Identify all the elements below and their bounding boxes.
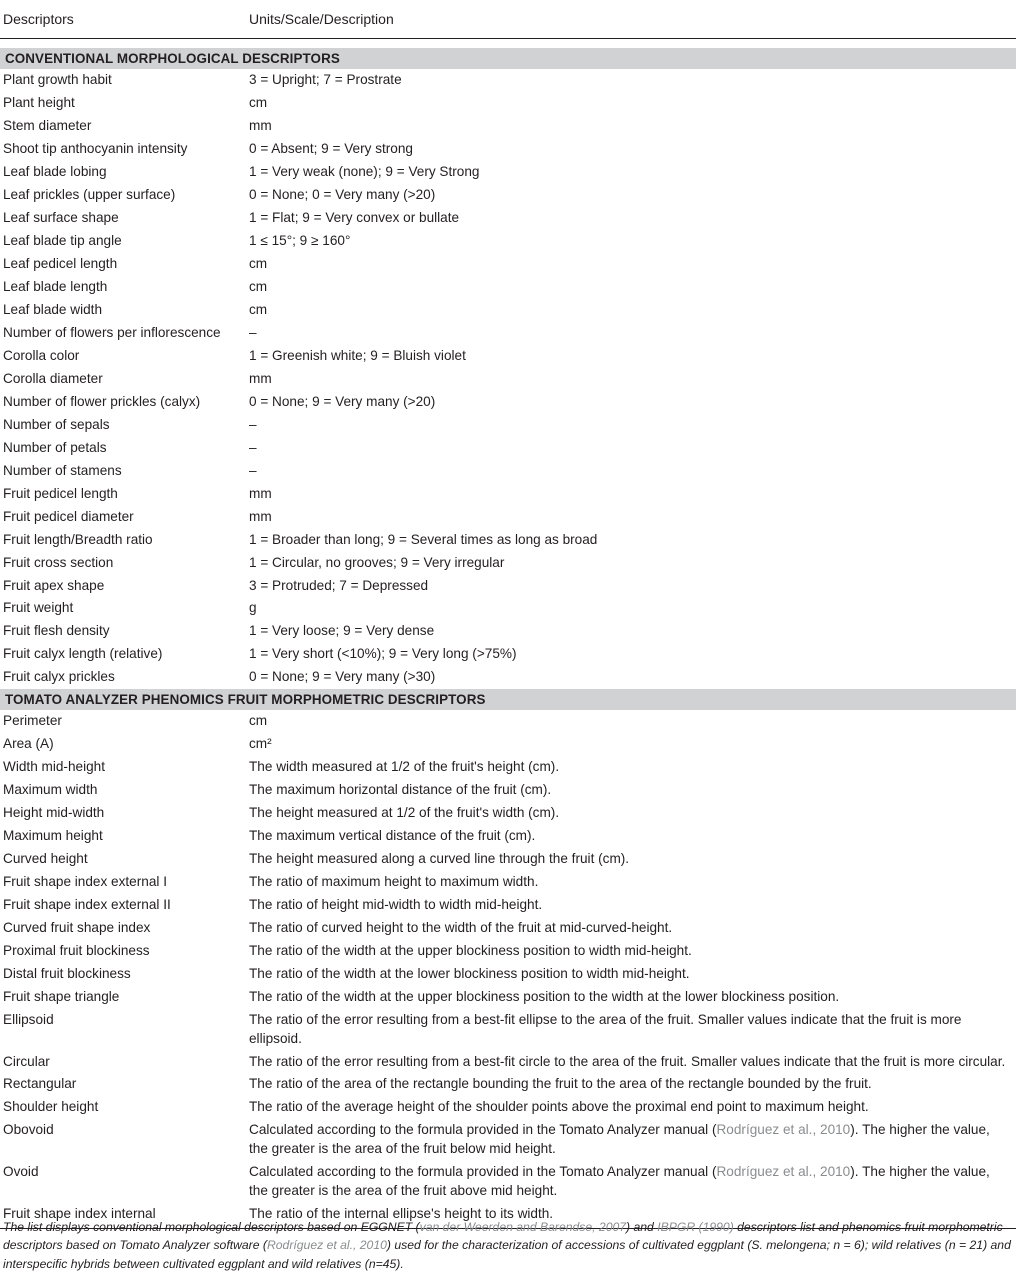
descriptor-name: Maximum width (3, 782, 98, 798)
table-row (0, 1009, 1016, 1051)
descriptor-name: Maximum height (3, 828, 103, 844)
descriptor-units: mm (249, 118, 272, 134)
descriptor-units: 0 = Absent; 9 = Very strong (249, 141, 413, 157)
descriptor-name: Fruit calyx length (relative) (3, 646, 163, 662)
table-row (0, 848, 1016, 871)
citation-link[interactable]: Rodríguez et al., 2010 (716, 1122, 851, 1138)
table-row (0, 733, 1016, 756)
descriptor-name: Fruit shape index external I (3, 874, 167, 890)
descriptor-units: The ratio of height mid-width to width mid-height. (249, 897, 543, 913)
table-row (0, 138, 1016, 161)
descriptor-units: mm (249, 508, 272, 524)
table-row (0, 1119, 1016, 1161)
table-row (0, 414, 1016, 437)
descriptor-name: Leaf surface shape (3, 210, 119, 225)
table-row (0, 756, 1016, 779)
table-row (0, 368, 1016, 391)
descriptor-name: Corolla diameter (3, 370, 103, 386)
descriptor-name: Fruit flesh density (3, 623, 110, 639)
descriptor-name: Leaf blade lobing (3, 164, 107, 180)
table-row (0, 620, 1016, 643)
descriptor-units: 1 = Very short (<10%); 9 = Very long (>75%) (249, 646, 517, 662)
descriptor-name: Plant growth habit (3, 72, 112, 88)
descriptor-units: 1 = Very loose; 9 = Very dense (249, 623, 435, 639)
descriptor-name: Stem diameter (3, 118, 92, 134)
table-row (0, 1161, 1016, 1203)
descriptor-name: Leaf prickles (upper surface) (3, 187, 176, 203)
descriptor-units: cm (249, 301, 268, 317)
table-row (0, 643, 1016, 666)
descriptor-units: The width measured at 1/2 of the fruit's height (cm). (249, 759, 560, 775)
table-row (0, 666, 1016, 689)
descriptor-name: Fruit shape triangle (3, 988, 120, 1004)
descriptor-units: – (249, 416, 257, 432)
citation-link[interactable]: Rodríguez et al., 2010 (716, 1163, 851, 1179)
descriptor-name: Plant height (3, 95, 75, 111)
header-descriptors: Descriptors (0, 0, 246, 39)
table-row (0, 802, 1016, 825)
descriptor-name: Circular (3, 1053, 50, 1069)
descriptor-name: Leaf blade length (3, 278, 108, 294)
descriptor-units: The ratio of the error resulting from a best-fit ellipse to the area of the fruit. Smaller values indicate that the fruit is more ellipsoid. (249, 1011, 962, 1046)
descriptor-units: 1 = Broader than long; 9 = Several times as long as broad (249, 531, 598, 547)
descriptor-name: Number of flowers per inflorescence (3, 324, 221, 340)
descriptor-name: Proximal fruit blockiness (3, 943, 150, 959)
table-row (0, 1050, 1016, 1073)
descriptor-name: Leaf blade width (3, 301, 103, 317)
descriptor-units: 1 ≤ 15°; 9 ≥ 160° (249, 232, 351, 248)
header-units: Units/Scale/Description (246, 0, 1016, 39)
table-row (0, 207, 1016, 230)
descriptor-units: The ratio of the width at the upper blockiness position to the width at the lower blockiness position. (249, 988, 840, 1004)
descriptor-units: 1 = Flat; 9 = Very convex or bullate (249, 210, 460, 225)
descriptor-name: Curved height (3, 851, 88, 867)
table-row (0, 505, 1016, 528)
descriptor-name: Fruit apex shape (3, 577, 105, 593)
descriptor-units: mm (249, 370, 272, 386)
descriptor-name: Perimeter (3, 713, 62, 729)
descriptor-name: Ovoid (3, 1163, 39, 1179)
descriptor-name: Corolla color (3, 347, 80, 363)
table-row (0, 322, 1016, 345)
descriptor-units: 0 = None; 9 = Very many (>20) (249, 393, 436, 409)
descriptor-units: cm (249, 95, 268, 111)
citation-link[interactable]: van der Weerden and Barendse, 2007 (419, 1220, 627, 1234)
table-row (0, 391, 1016, 414)
descriptor-units: The ratio of the width at the upper blockiness position to width mid-height. (249, 943, 692, 959)
descriptor-units: mm (249, 485, 272, 501)
descriptor-units: – (249, 324, 257, 340)
table-row (0, 115, 1016, 138)
table-row (0, 986, 1016, 1009)
descriptor-units: g (249, 600, 257, 616)
table-row (0, 825, 1016, 848)
section-title: CONVENTIONAL MORPHOLOGICAL DESCRIPTORS (0, 48, 1016, 69)
table-row (0, 459, 1016, 482)
descriptor-units: The ratio of the width at the lower blockiness position to width mid-height. (249, 966, 690, 981)
table-header-row (0, 0, 1016, 39)
table-row (0, 894, 1016, 917)
descriptor-units: The ratio of the area of the rectangle bounding the fruit to the area of the rectangle bounded by the fruit. (249, 1076, 872, 1092)
descriptor-name: Shoulder height (3, 1099, 99, 1115)
descriptor-units: – (249, 462, 257, 478)
descriptor-units: 1 = Circular, no grooves; 9 = Very irregular (249, 554, 505, 570)
descriptor-units: The ratio of maximum height to maximum width. (249, 874, 539, 890)
table-row (0, 1096, 1016, 1119)
table-row (0, 917, 1016, 940)
header-spacer (0, 39, 1016, 49)
descriptor-units: The ratio of the average height of the shoulder points above the proximal end point to maximum height. (249, 1099, 869, 1115)
table-row (0, 69, 1016, 92)
table-row (0, 437, 1016, 460)
descriptor-units: cm (249, 713, 268, 729)
section-header (0, 689, 1016, 710)
descriptor-name: Number of petals (3, 439, 107, 455)
table-row (0, 710, 1016, 733)
table-row (0, 963, 1016, 986)
descriptor-name: Width mid-height (3, 759, 105, 775)
descriptor-name: Shoot tip anthocyanin intensity (3, 141, 188, 157)
table-body (0, 39, 1016, 1229)
descriptor-units: 1 = Very weak (none); 9 = Very Strong (249, 164, 480, 180)
descriptor-units: 0 = None; 9 = Very many (>30) (249, 669, 436, 685)
table-row (0, 940, 1016, 963)
descriptor-units: The ratio of the error resulting from a best-fit circle to the area of the fruit. Smaller values indicate that the fruit is more circular. (249, 1053, 1006, 1069)
descriptor-name: Fruit calyx prickles (3, 669, 115, 685)
descriptor-name: Leaf blade tip angle (3, 232, 122, 248)
descriptor-units: The ratio of curved height to the width of the fruit at mid-curved-height. (249, 920, 673, 936)
descriptor-units: 3 = Protruded; 7 = Depressed (249, 577, 429, 593)
descriptor-units: cm² (249, 736, 272, 752)
descriptor-units: cm (249, 255, 268, 271)
table-row (0, 299, 1016, 322)
descriptor-units: The height measured at 1/2 of the fruit's width (cm). (249, 805, 560, 821)
table-row (0, 92, 1016, 115)
table-row (0, 528, 1016, 551)
descriptor-name: Curved fruit shape index (3, 920, 151, 936)
descriptor-name: Distal fruit blockiness (3, 966, 131, 981)
citation-link[interactable]: IBPGR (1990) (657, 1220, 734, 1234)
descriptor-name: Fruit cross section (3, 554, 114, 570)
descriptor-units: 0 = None; 0 = Very many (>20) (249, 187, 436, 203)
descriptor-units: – (249, 439, 257, 455)
descriptor-name: Obovoid (3, 1122, 54, 1138)
descriptor-units: The maximum horizontal distance of the fruit (cm). (249, 782, 552, 798)
descriptor-name: Fruit pedicel length (3, 485, 118, 501)
table-row (0, 482, 1016, 505)
table-row (0, 276, 1016, 299)
descriptor-name: Fruit pedicel diameter (3, 508, 134, 524)
table-row (0, 253, 1016, 276)
descriptor-units: cm (249, 278, 268, 294)
table-row (0, 345, 1016, 368)
section-title: TOMATO ANALYZER PHENOMICS FRUIT MORPHOMETRIC DESCRIPTORS (0, 689, 1016, 710)
descriptor-units: 1 = Greenish white; 9 = Bluish violet (249, 347, 466, 363)
table-caption: The list displays conventional morphological descriptors based on EGGNET (van der Weerden and Barendse, 2007) and IBPGR (1990) descriptors list and phenomics fruit morphometric descriptors based on Tomato Analyzer software (Rodríguez et al., 2010) used for the characterization of accessions of cultivated eggplant (S. melongena; n = 6); wild relatives (n = 21) and interspecific hybrids between cultivated eggplant and wild relatives (n=45). (3, 1220, 1011, 1271)
descriptor-name: Number of sepals (3, 416, 110, 432)
table-row (0, 230, 1016, 253)
descriptor-name: Number of stamens (3, 462, 122, 478)
descriptor-name: Height mid-width (3, 805, 105, 821)
table-row (0, 184, 1016, 207)
descriptor-units: The maximum vertical distance of the fruit (cm). (249, 828, 536, 844)
descriptor-name: Fruit shape index internal (0, 1202, 246, 1228)
descriptor-name: Fruit weight (3, 600, 74, 616)
citation-link[interactable]: Rodríguez et al., 2010 (266, 1238, 387, 1253)
descriptor-units: Calculated according to the formula provided in the Tomato Analyzer manual (Rodríguez et al., 2010). The higher the value, the greater is the area of the fruit above mid height. (249, 1163, 990, 1198)
table-row (0, 871, 1016, 894)
table-row (0, 779, 1016, 802)
descriptor-name: Area (A) (3, 736, 54, 752)
descriptor-units: Calculated according to the formula provided in the Tomato Analyzer manual (Rodríguez et al., 2010). The higher the value, the greater is the area of the fruit below mid height. (249, 1122, 990, 1156)
descriptor-name: Ellipsoid (3, 1011, 54, 1027)
table-row (0, 574, 1016, 597)
descriptor-units: The ratio of the internal ellipse's height to its width. (246, 1202, 1016, 1228)
descriptor-name: Fruit shape index external II (3, 897, 171, 913)
table-row (0, 1073, 1016, 1096)
table-row (0, 597, 1016, 620)
descriptor-name: Number of flower prickles (calyx) (3, 393, 201, 409)
descriptor-units: 3 = Upright; 7 = Prostrate (249, 72, 402, 88)
table-row (0, 161, 1016, 184)
section-header (0, 48, 1016, 69)
descriptor-name: Fruit length/Breadth ratio (3, 531, 153, 547)
table-row (0, 551, 1016, 574)
descriptor-name: Rectangular (3, 1076, 77, 1092)
descriptor-name: Leaf pedicel length (3, 255, 118, 271)
descriptor-units: The height measured along a curved line through the fruit (cm). (249, 851, 630, 867)
